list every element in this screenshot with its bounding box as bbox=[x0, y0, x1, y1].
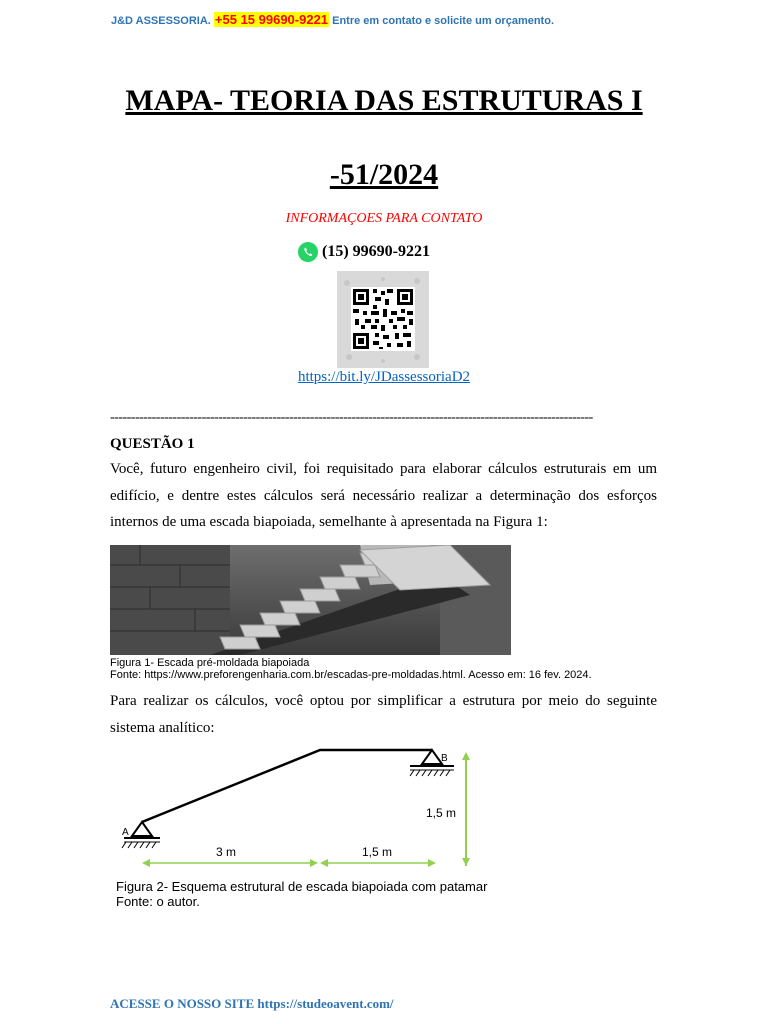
qr-code-icon bbox=[337, 271, 429, 368]
dim-15m-label: 1,5 m bbox=[362, 845, 393, 859]
beam-line bbox=[142, 750, 432, 822]
structural-diagram bbox=[110, 738, 480, 878]
page-subtitle: -51/2024 bbox=[329, 158, 439, 191]
figure1-source: Fonte: https://www.preforengenharia.com.br/escadas-pre-moldadas.html. Acesso em: 16 fev. 2024. bbox=[110, 669, 592, 681]
dim-3m-label: 3 m bbox=[216, 845, 237, 859]
footer bbox=[110, 996, 394, 1012]
figure2-source: Fonte: o autor. bbox=[116, 894, 200, 909]
whatsapp-contact[interactable] bbox=[297, 241, 430, 263]
page-title: MAPA- TEORIA DAS ESTRUTURAS I bbox=[125, 84, 643, 117]
contact-link[interactable]: https://bit.ly/JDassessoriaD2 bbox=[297, 369, 471, 385]
header-cta: Entre em contato e solicite um orçamento. bbox=[332, 15, 554, 27]
question-paragraph-1: Você, futuro engenheiro civil, foi requisitado para elaborar cálculos estruturais em um edifício, e dentre estes cálculos será necessário realizar a determinação dos esforços internos de uma escada biapoiada, semelhante à apresentada na Figura 1: bbox=[110, 461, 657, 530]
header-phone[interactable]: +55 15 99690-9221 bbox=[214, 12, 329, 27]
label-a: A bbox=[122, 827, 129, 838]
label-b: B bbox=[441, 753, 448, 764]
footer-label: ACESSE O NOSSO SITE bbox=[110, 996, 255, 1011]
whatsapp-icon bbox=[297, 241, 319, 263]
stair-photo bbox=[110, 545, 511, 655]
qr-code bbox=[337, 271, 429, 368]
stair-photo-image bbox=[110, 545, 511, 655]
figure2-caption: Figura 2- Esquema estrutural de escada biapoiada com patamar bbox=[116, 879, 488, 894]
question-title: QUESTÃO 1 bbox=[110, 436, 195, 452]
question-paragraph-2: Para realizar os cálculos, você optou por simplificar a estrutura por meio do seguinte sistema analítico: bbox=[110, 693, 657, 736]
company-name: J&D ASSESSORIA. bbox=[111, 15, 211, 27]
dim-vertical-label: 1,5 m bbox=[426, 806, 457, 820]
contact-label: INFORMAÇOES PARA CONTATO bbox=[285, 211, 483, 226]
divider: -------------------------------------------------------------------------------------------------------------------- bbox=[110, 410, 593, 425]
whatsapp-phone: (15) 99690-9221 bbox=[322, 243, 430, 260]
figure1-caption: Figura 1- Escada pré-moldada biapoiada bbox=[110, 657, 310, 669]
header-bar bbox=[111, 12, 554, 27]
horizontal-dimension bbox=[142, 859, 436, 867]
footer-link[interactable]: https://studeoavent.com/ bbox=[257, 996, 394, 1011]
vertical-dimension bbox=[462, 752, 470, 866]
